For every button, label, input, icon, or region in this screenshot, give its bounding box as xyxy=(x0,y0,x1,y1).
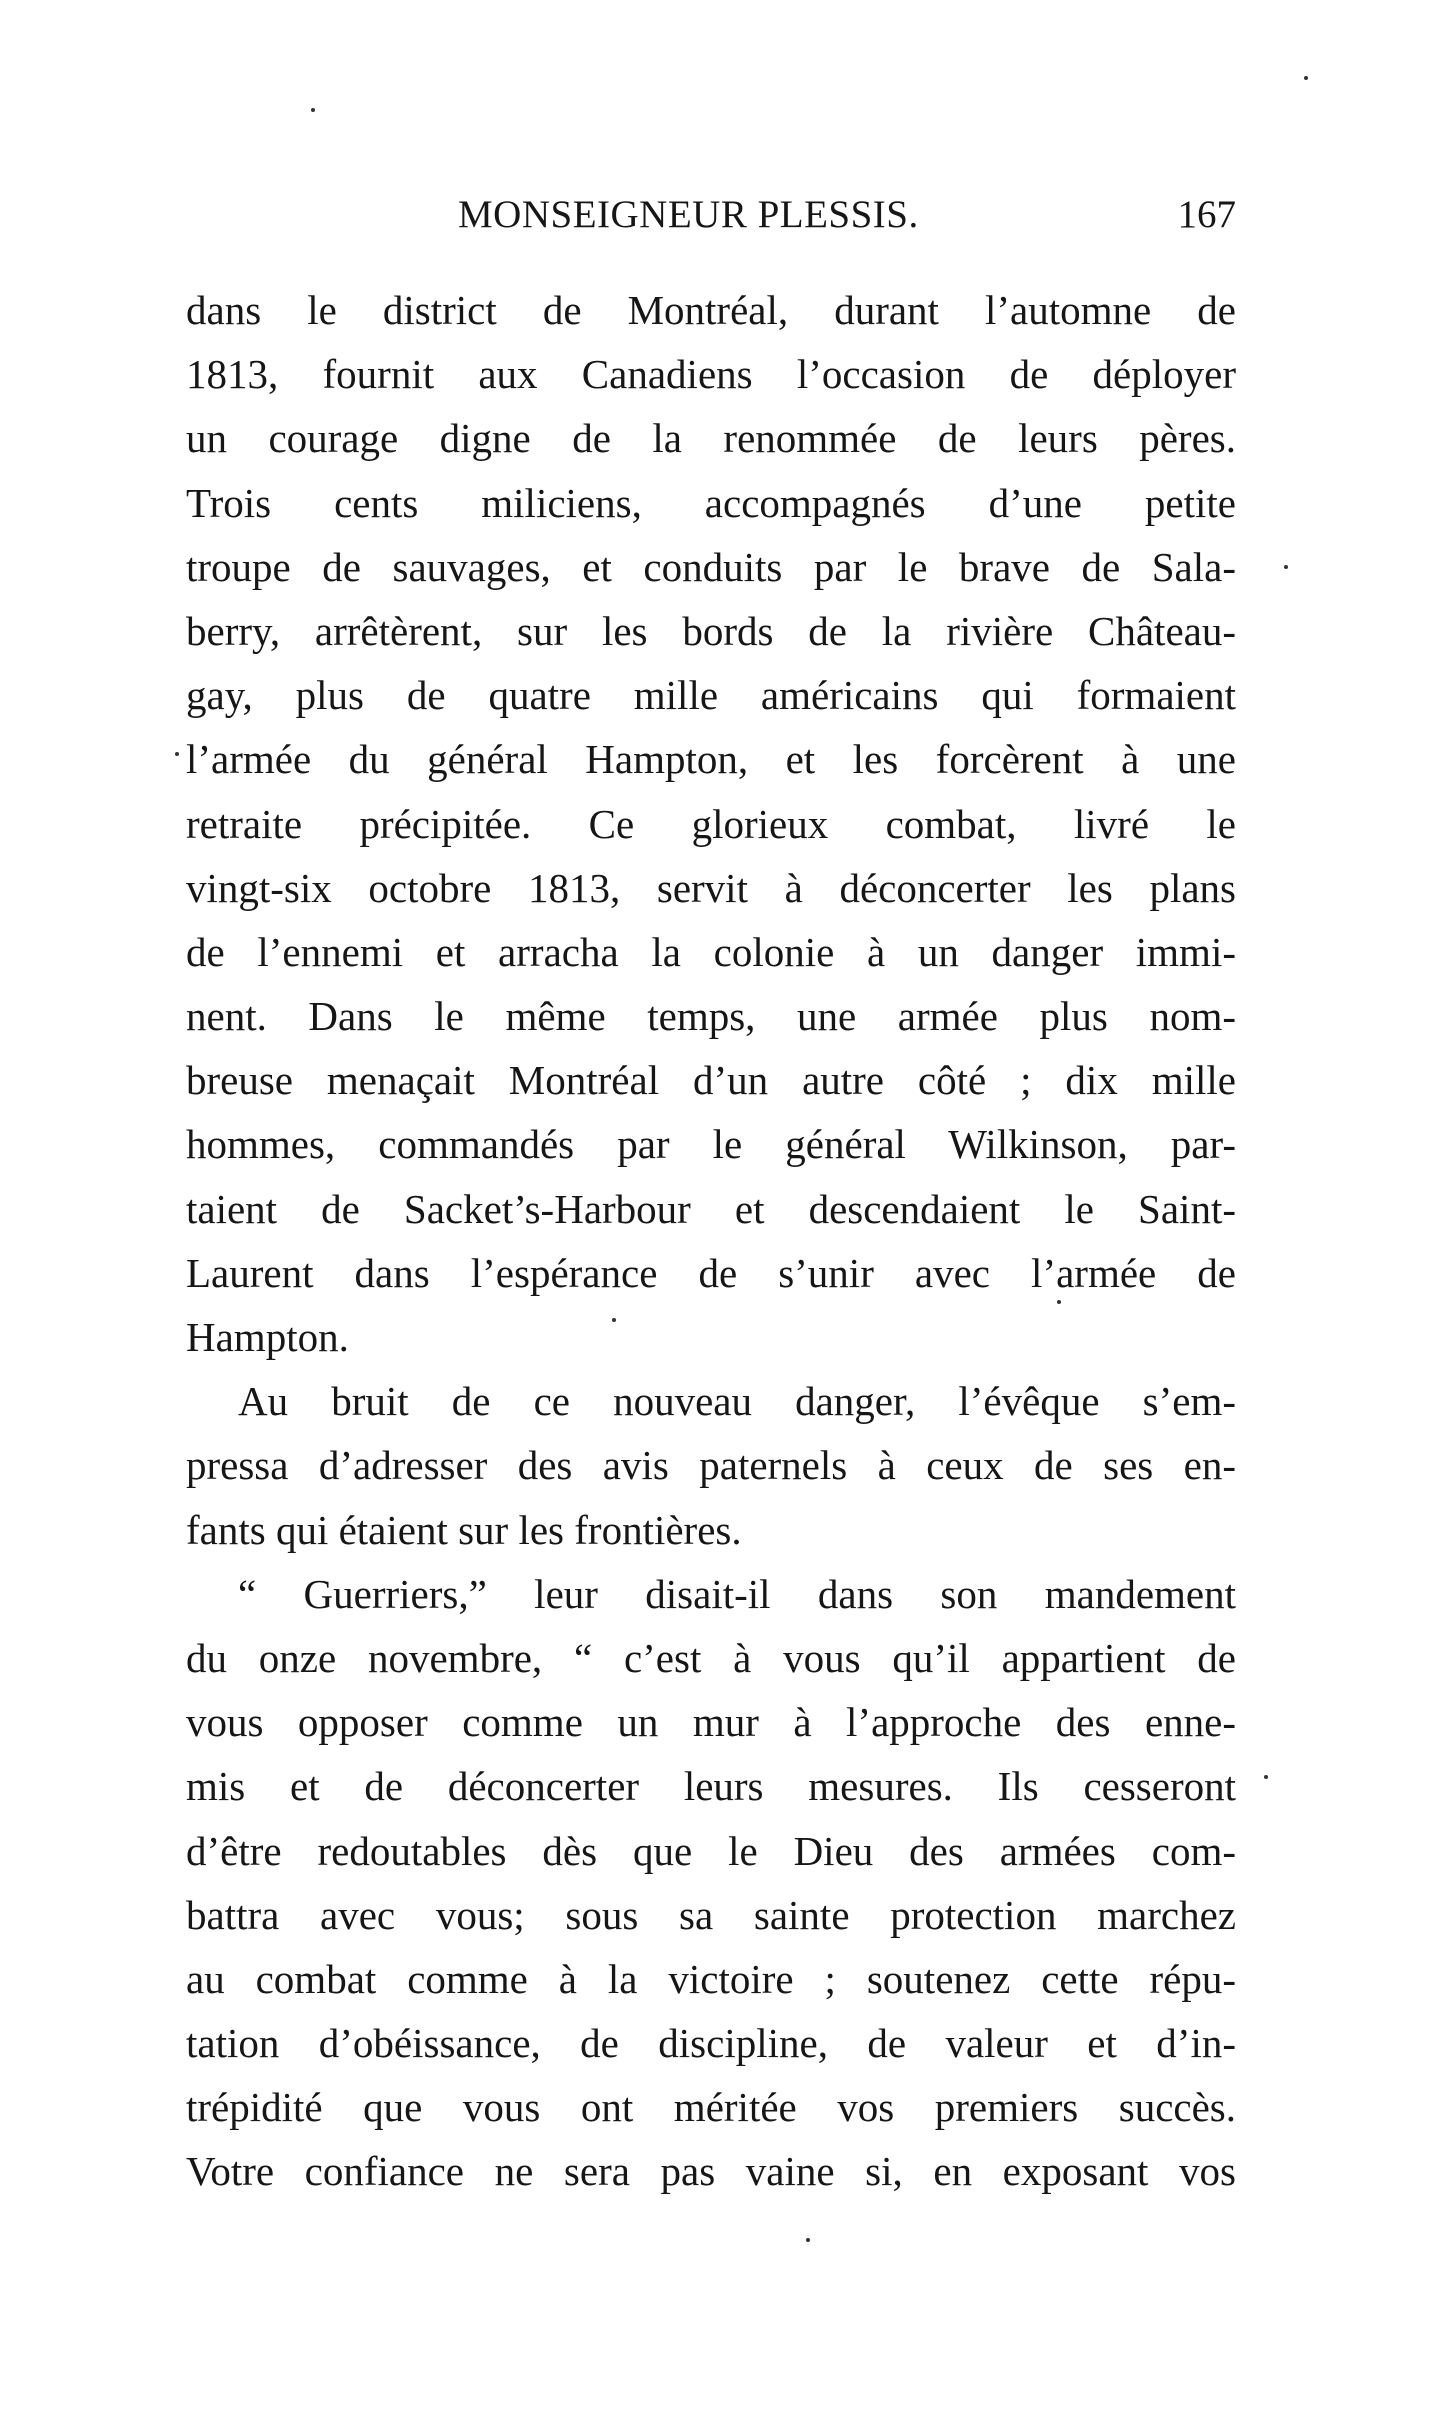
running-head xyxy=(186,192,1236,242)
text-line: Trois cents miliciens, accompagnés d’une petite xyxy=(186,479,1236,526)
scan-speck xyxy=(175,752,179,756)
running-title: MONSEIGNEUR PLESSIS. xyxy=(458,193,919,236)
text-line: Hampton. xyxy=(186,1314,349,1360)
page-number: 167 xyxy=(1177,193,1236,236)
scan-speck xyxy=(311,108,315,112)
paragraph-2 xyxy=(186,1369,1236,1562)
text-line: troupe de sauvages, et conduits par le brave de Sala- xyxy=(186,543,1236,590)
scan-speck xyxy=(1284,565,1288,569)
text-line: tation d’obéissance, de discipline, de valeur et d’in- xyxy=(186,2020,1236,2067)
text-line: l’armée du général Hampton, et les forcèrent à une xyxy=(186,736,1236,783)
scan-speck xyxy=(1264,1775,1268,1779)
text-line: battra avec vous; sous sa sainte protection marchez xyxy=(186,1891,1236,1938)
scan-speck xyxy=(806,2238,810,2242)
text-line: fants qui étaient sur les frontières. xyxy=(186,1506,742,1553)
text-line: Au bruit de ce nouveau danger, l’évêque s’em- xyxy=(238,1378,1236,1425)
paragraph-1 xyxy=(186,278,1236,1369)
scan-speck xyxy=(1057,1300,1061,1304)
text-line: 1813, fournit aux Canadiens l’occasion de déployer xyxy=(186,351,1236,398)
text-line: retraite précipitée. Ce glorieux combat, livré le xyxy=(186,800,1236,847)
text-line: taient de Sacket’s-Harbour et descendaient le Saint- xyxy=(186,1185,1236,1232)
text-line: breuse menaçait Montréal d’un autre côté ; dix mille xyxy=(186,1057,1236,1104)
text-line: “ Guerriers,” leur disait-il dans son mandement xyxy=(238,1570,1236,1617)
text-line: d’être redoutables dès que le Dieu des armées com- xyxy=(186,1827,1236,1874)
text-line: trépidité que vous ont méritée vos premiers succès. xyxy=(186,2084,1236,2131)
text-line: berry, arrêtèrent, sur les bords de la rivière Château- xyxy=(186,607,1236,654)
paragraph-3 xyxy=(186,1562,1236,2204)
text-line: vous opposer comme un mur à l’approche des enne- xyxy=(186,1699,1236,1746)
scan-speck xyxy=(1304,76,1308,80)
text-line: Votre confiance ne sera pas vaine si, en exposant vos xyxy=(186,2148,1236,2195)
text-line: Laurent dans l’espérance de s’unir avec l’armée de xyxy=(186,1249,1236,1296)
body-text xyxy=(186,278,1236,2204)
text-line: dans le district de Montréal, durant l’automne de xyxy=(186,287,1236,333)
text-line: pressa d’adresser des avis paternels à ceux de ses en- xyxy=(186,1442,1236,1489)
text-line: mis et de déconcerter leurs mesures. Ils cesseront xyxy=(186,1763,1236,1810)
text-line: de l’ennemi et arracha la colonie à un danger immi- xyxy=(186,928,1236,975)
text-line: au combat comme à la victoire ; soutenez cette répu- xyxy=(186,1955,1236,2002)
text-line: hommes, commandés par le général Wilkinson, par- xyxy=(186,1121,1236,1168)
text-line: du onze novembre, “ c’est à vous qu’il appartient de xyxy=(186,1634,1236,1681)
text-line: vingt-six octobre 1813, servit à déconcerter les plans xyxy=(186,864,1236,911)
text-line: nent. Dans le même temps, une armée plus nom- xyxy=(186,993,1236,1040)
text-line: gay, plus de quatre mille américains qui formaient xyxy=(186,672,1236,719)
scan-speck xyxy=(612,1318,616,1322)
text-line: un courage digne de la renommée de leurs pères. xyxy=(186,415,1236,462)
